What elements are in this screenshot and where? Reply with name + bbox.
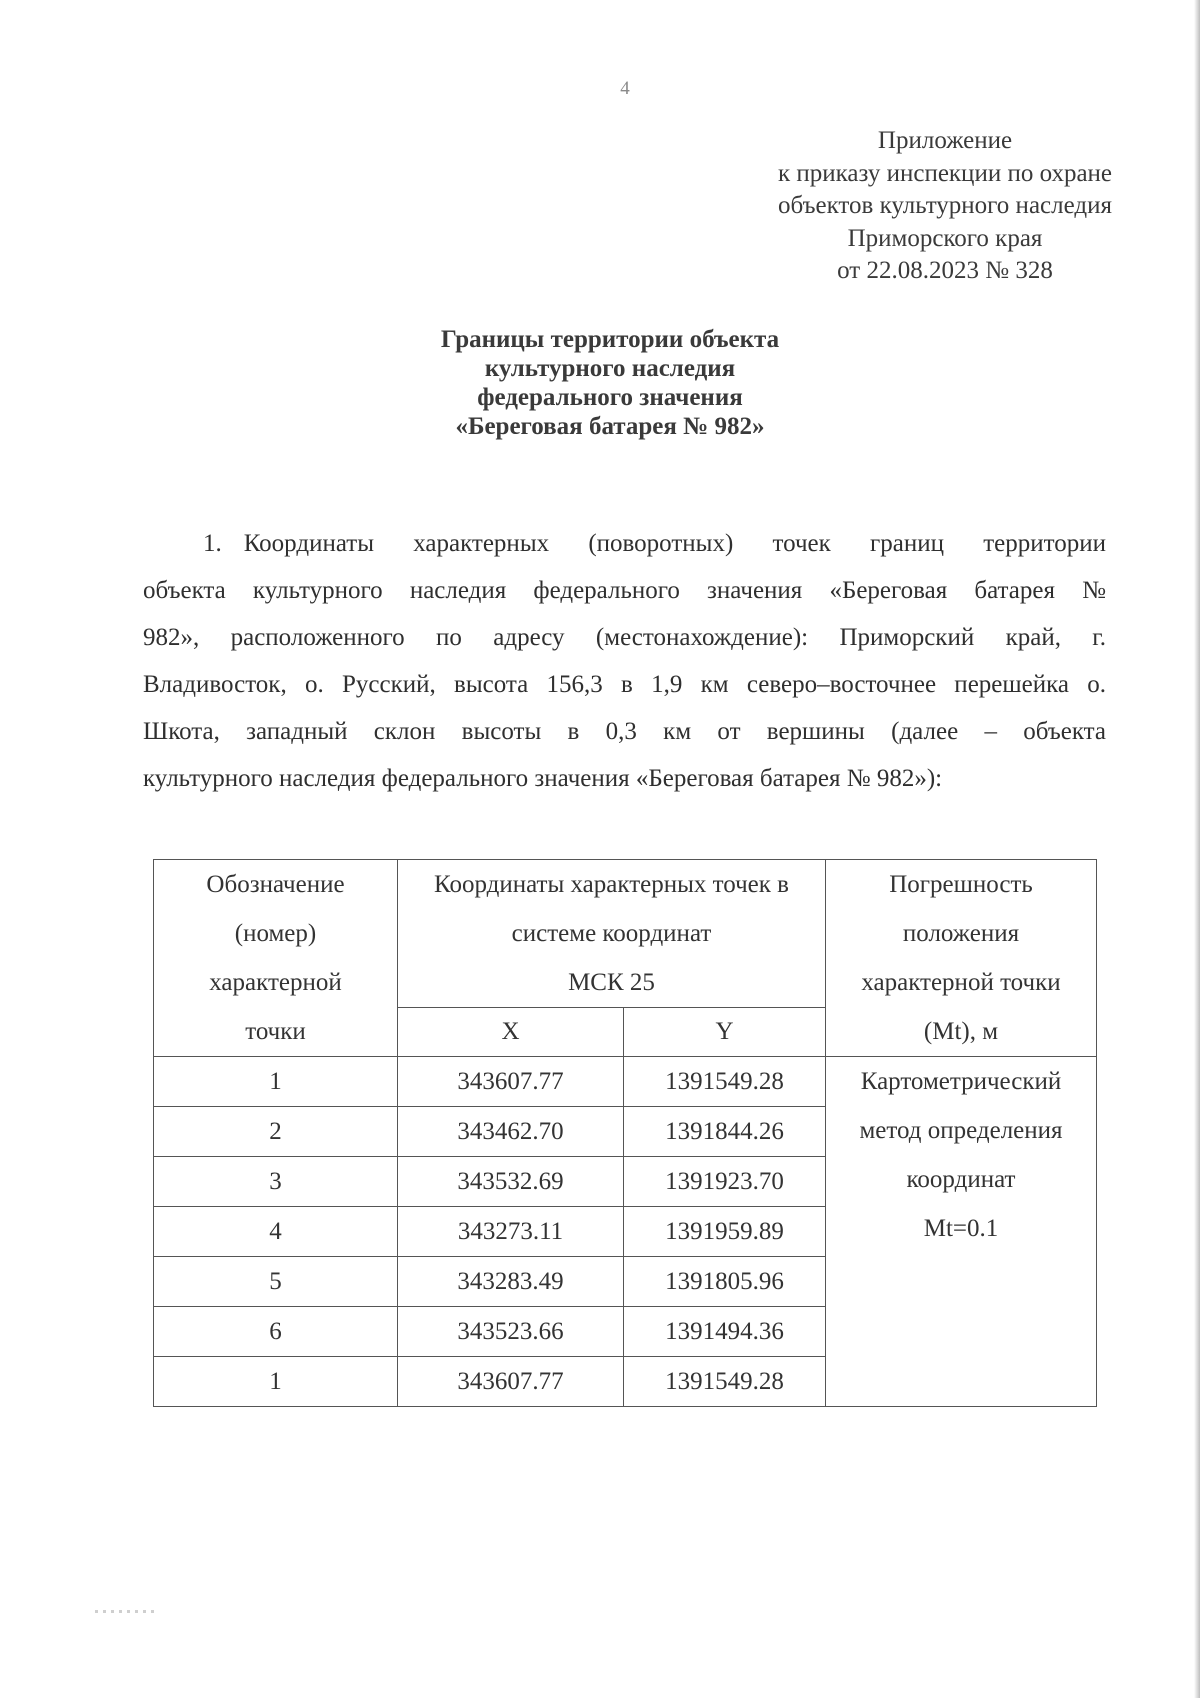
x-cell: 343532.69 bbox=[398, 1157, 624, 1207]
point-cell: 2 bbox=[154, 1107, 398, 1157]
appendix-line: к приказу инспекции по охране bbox=[777, 159, 1113, 187]
header-error: Погрешность положения характерной точки (Mt), м bbox=[826, 860, 1097, 1057]
y-cell: 1391805.96 bbox=[624, 1257, 826, 1307]
point-cell: 5 bbox=[154, 1257, 398, 1307]
paragraph-line: Шкота, западный склон высоты в 0,3 км от вершины (далее – объекта bbox=[143, 718, 1106, 745]
header-coordinates: Координаты характерных точек в системе координат МСК 25 bbox=[398, 860, 826, 1008]
title-line: культурного наследия bbox=[484, 355, 736, 382]
point-cell: 1 bbox=[154, 1357, 398, 1407]
paragraph-1 bbox=[143, 520, 1106, 802]
point-cell: 4 bbox=[154, 1207, 398, 1257]
title-line: «Береговая батарея № 982» bbox=[455, 413, 765, 440]
error-cell: Картометрический метод определения координат Mt=0.1 bbox=[826, 1057, 1097, 1407]
paragraph-line: культурного наследия федерального значения «Береговая батарея № 982»): bbox=[143, 765, 943, 792]
appendix-line: объектов культурного наследия bbox=[778, 192, 1112, 219]
header-y: Y bbox=[624, 1008, 826, 1057]
page-number: 4 bbox=[620, 78, 630, 99]
header-designation: Обозначение (номер) характерной точки bbox=[154, 860, 398, 1057]
scan-artifact bbox=[95, 1610, 155, 1613]
title-line: Границы территории объекта bbox=[440, 326, 780, 353]
y-cell: 1391549.28 bbox=[624, 1057, 826, 1107]
appendix-line: от 22.08.2023 № 328 bbox=[837, 257, 1053, 284]
page-edge-shadow bbox=[1194, 0, 1200, 1698]
x-cell: 343607.77 bbox=[398, 1357, 624, 1407]
x-cell: 343607.77 bbox=[398, 1057, 624, 1107]
x-cell: 343273.11 bbox=[398, 1207, 624, 1257]
y-cell: 1391959.89 bbox=[624, 1207, 826, 1257]
paragraph-line: Владивосток, о. Русский, высота 156,3 в 1,9 км северо–восточнее перешейка о. bbox=[143, 671, 1106, 698]
x-cell: 343523.66 bbox=[398, 1307, 624, 1357]
y-cell: 1391549.28 bbox=[624, 1357, 826, 1407]
x-cell: 343462.70 bbox=[398, 1107, 624, 1157]
point-cell: 1 bbox=[154, 1057, 398, 1107]
point-cell: 3 bbox=[154, 1157, 398, 1207]
coordinates-table bbox=[153, 859, 1097, 1407]
header-x: X bbox=[398, 1008, 624, 1057]
table-row bbox=[154, 1057, 1097, 1107]
y-cell: 1391923.70 bbox=[624, 1157, 826, 1207]
appendix-line: Приложение bbox=[877, 127, 1013, 154]
paragraph-line: объекта культурного наследия федерального значения «Береговая батарея № bbox=[143, 577, 1106, 604]
point-cell: 6 bbox=[154, 1307, 398, 1357]
paragraph-number: 1. bbox=[203, 530, 222, 557]
paragraph-line: Координаты характерных (поворотных) точек границ территории bbox=[243, 530, 1106, 557]
appendix-line: Приморского края bbox=[847, 224, 1043, 252]
paragraph-line: 982», расположенного по адресу (местонахождение): Приморский край, г. bbox=[143, 624, 1106, 651]
appendix-block bbox=[745, 125, 1145, 288]
title-line: федерального значения bbox=[477, 384, 743, 411]
y-cell: 1391844.26 bbox=[624, 1107, 826, 1157]
x-cell: 343283.49 bbox=[398, 1257, 624, 1307]
y-cell: 1391494.36 bbox=[624, 1307, 826, 1357]
document-title bbox=[325, 325, 895, 441]
